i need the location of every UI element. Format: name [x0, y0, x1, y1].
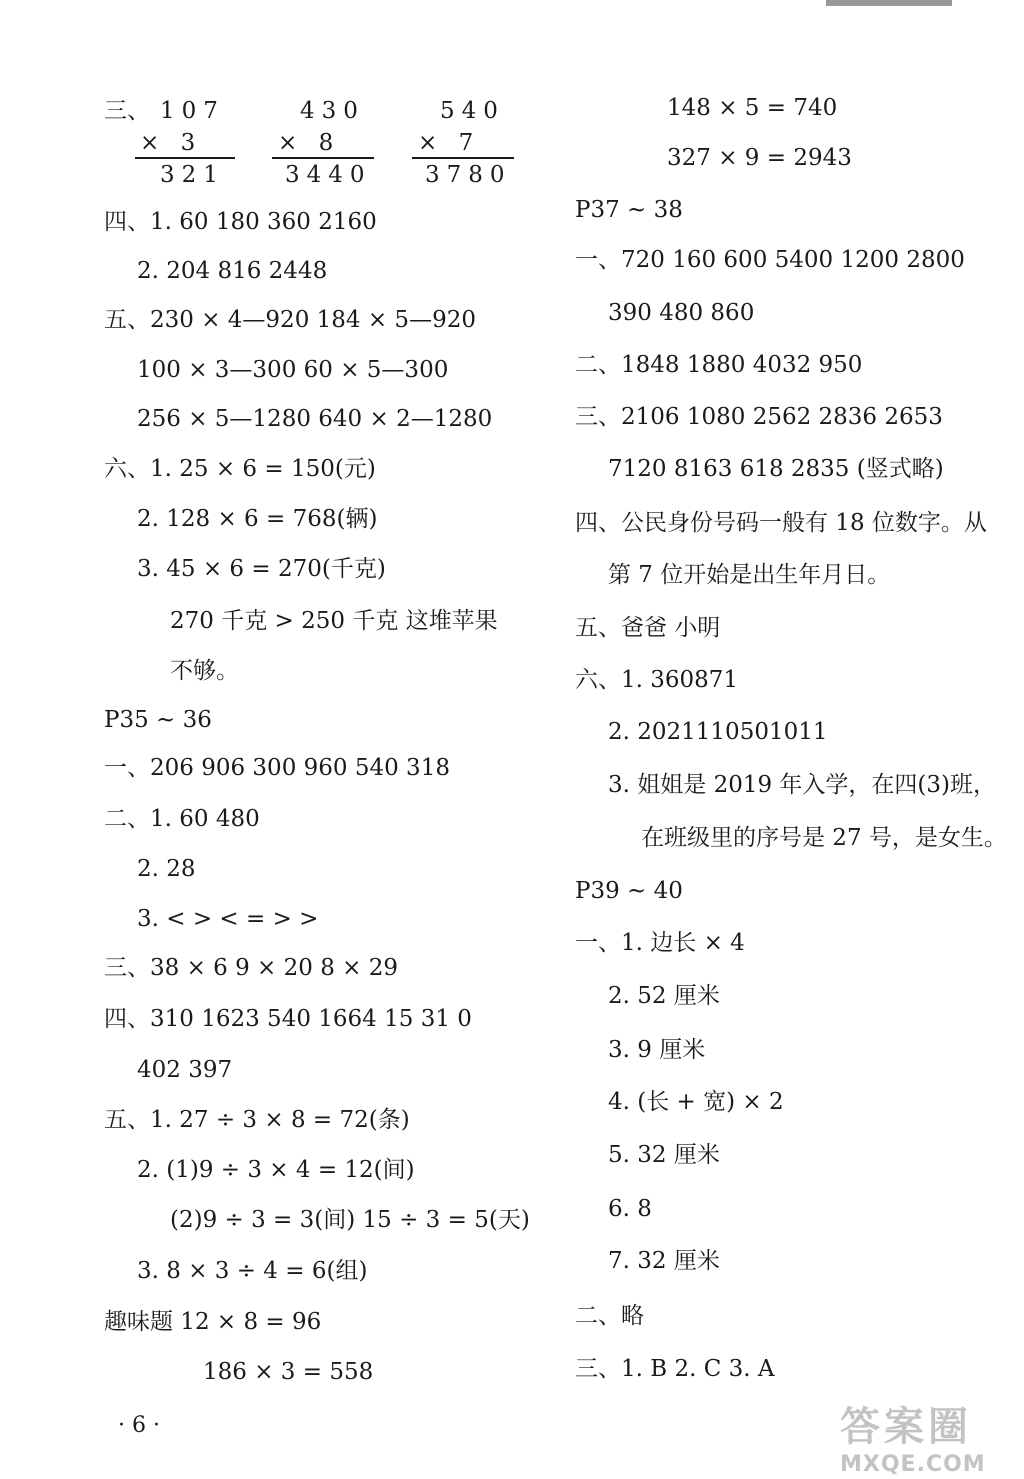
answer-line: 390 480 860: [608, 300, 755, 326]
mult-result: 3440: [285, 162, 372, 188]
answer-line: 2. (1)9 ÷ 3 × 4 = 12(间): [137, 1157, 415, 1183]
answer-line: 在班级里的序号是 27 号，是女生。: [641, 825, 1007, 851]
answer-line: 二、略: [575, 1303, 644, 1329]
section-label: 三、: [104, 98, 150, 124]
mult-top: 430: [300, 98, 365, 124]
answer-line: 4. (长 + 宽) × 2: [608, 1089, 784, 1115]
mult-rule: [135, 157, 235, 159]
answer-line: 四、1. 60 180 360 2160: [104, 209, 377, 235]
mult-multiplier: × 3: [140, 130, 203, 156]
answer-line: 148 × 5 = 740: [667, 95, 838, 121]
answer-line: 2. 128 × 6 = 768(辆): [137, 506, 378, 532]
page-range-heading: P39 ~ 40: [575, 878, 683, 904]
answer-line: 100 × 3—300 60 × 5—300: [137, 357, 449, 383]
answer-line: 3. 9 厘米: [608, 1037, 706, 1063]
answer-line: 三、38 × 6 9 × 20 8 × 29: [104, 955, 399, 981]
answer-line: 5. 32 厘米: [608, 1142, 720, 1168]
answer-line: 六、1. 360871: [575, 667, 739, 693]
answer-line: (2)9 ÷ 3 = 3(间) 15 ÷ 3 = 5(天): [170, 1207, 530, 1233]
answer-line: 3. 8 × 3 ÷ 4 = 6(组): [137, 1258, 368, 1284]
answer-line: 五、1. 27 ÷ 3 × 8 = 72(条): [104, 1107, 410, 1133]
answer-line: 2. 28: [137, 856, 196, 882]
watermark-cn: 答案圈: [840, 1404, 972, 1450]
page-range-heading: P35 ~ 36: [104, 707, 212, 733]
answer-line: 2. 2021110501011: [608, 719, 828, 745]
answer-line: 五、230 × 4—920 184 × 5—920: [104, 307, 476, 333]
answer-line: 不够。: [170, 658, 239, 684]
answer-line: 一、720 160 600 5400 1200 2800: [575, 247, 965, 273]
mult-result: 321: [160, 162, 225, 188]
answer-line: 六、1. 25 × 6 = 150(元): [104, 456, 376, 482]
answer-line: 3. < > < = > >: [137, 906, 319, 932]
mult-rule: [272, 157, 374, 159]
answer-line: 7120 8163 618 2835 (竖式略): [608, 456, 944, 482]
mult-result: 3780: [425, 162, 512, 188]
answer-line: 第 7 位开始是出生年月日。: [608, 562, 891, 588]
answer-line: 趣味题 12 × 8 = 96: [104, 1309, 322, 1335]
answer-line: 327 × 9 = 2943: [667, 145, 852, 171]
answer-line: 186 × 3 = 558: [203, 1359, 374, 1385]
mult-multiplier: × 8: [278, 130, 341, 156]
answer-line: 一、1. 边长 × 4: [575, 930, 745, 956]
mult-rule: [412, 157, 514, 159]
answer-line: 7. 32 厘米: [608, 1248, 720, 1274]
top-edge-mark: [826, 0, 952, 6]
answer-line: 二、1848 1880 4032 950: [575, 352, 863, 378]
mult-top: 540: [440, 98, 505, 124]
watermark-logo: [840, 1395, 1015, 1479]
page-range-heading: P37 ~ 38: [575, 197, 683, 223]
mult-multiplier: × 7: [418, 130, 481, 156]
answer-line: 3. 姐姐是 2019 年入学，在四(3)班，: [608, 772, 996, 798]
answer-line: 三、2106 1080 2562 2836 2653: [575, 404, 943, 430]
mult-top: 107: [160, 98, 225, 124]
page-number: · 6 ·: [118, 1413, 160, 1438]
answer-line: 402 397: [137, 1057, 233, 1083]
answer-line: 2. 52 厘米: [608, 983, 720, 1009]
answer-line: 2. 204 816 2448: [137, 258, 328, 284]
answer-line: 6. 8: [608, 1196, 652, 1222]
answer-line: 3. 45 × 6 = 270(千克): [137, 556, 386, 582]
answer-line: 三、1. B 2. C 3. A: [575, 1356, 775, 1382]
answer-line: 一、206 906 300 960 540 318: [104, 755, 450, 781]
answer-line: 270 千克 > 250 千克 这堆苹果: [170, 608, 498, 634]
answer-line: 四、公民身份号码一般有 18 位数字。从: [575, 510, 987, 536]
watermark-en: MXQE.COM: [840, 1452, 986, 1477]
answer-line: 五、爸爸 小明: [575, 615, 721, 641]
answer-line: 二、1. 60 480: [104, 806, 260, 832]
answer-line: 四、310 1623 540 1664 15 31 0: [104, 1006, 472, 1032]
answer-line: 256 × 5—1280 640 × 2—1280: [137, 406, 493, 432]
